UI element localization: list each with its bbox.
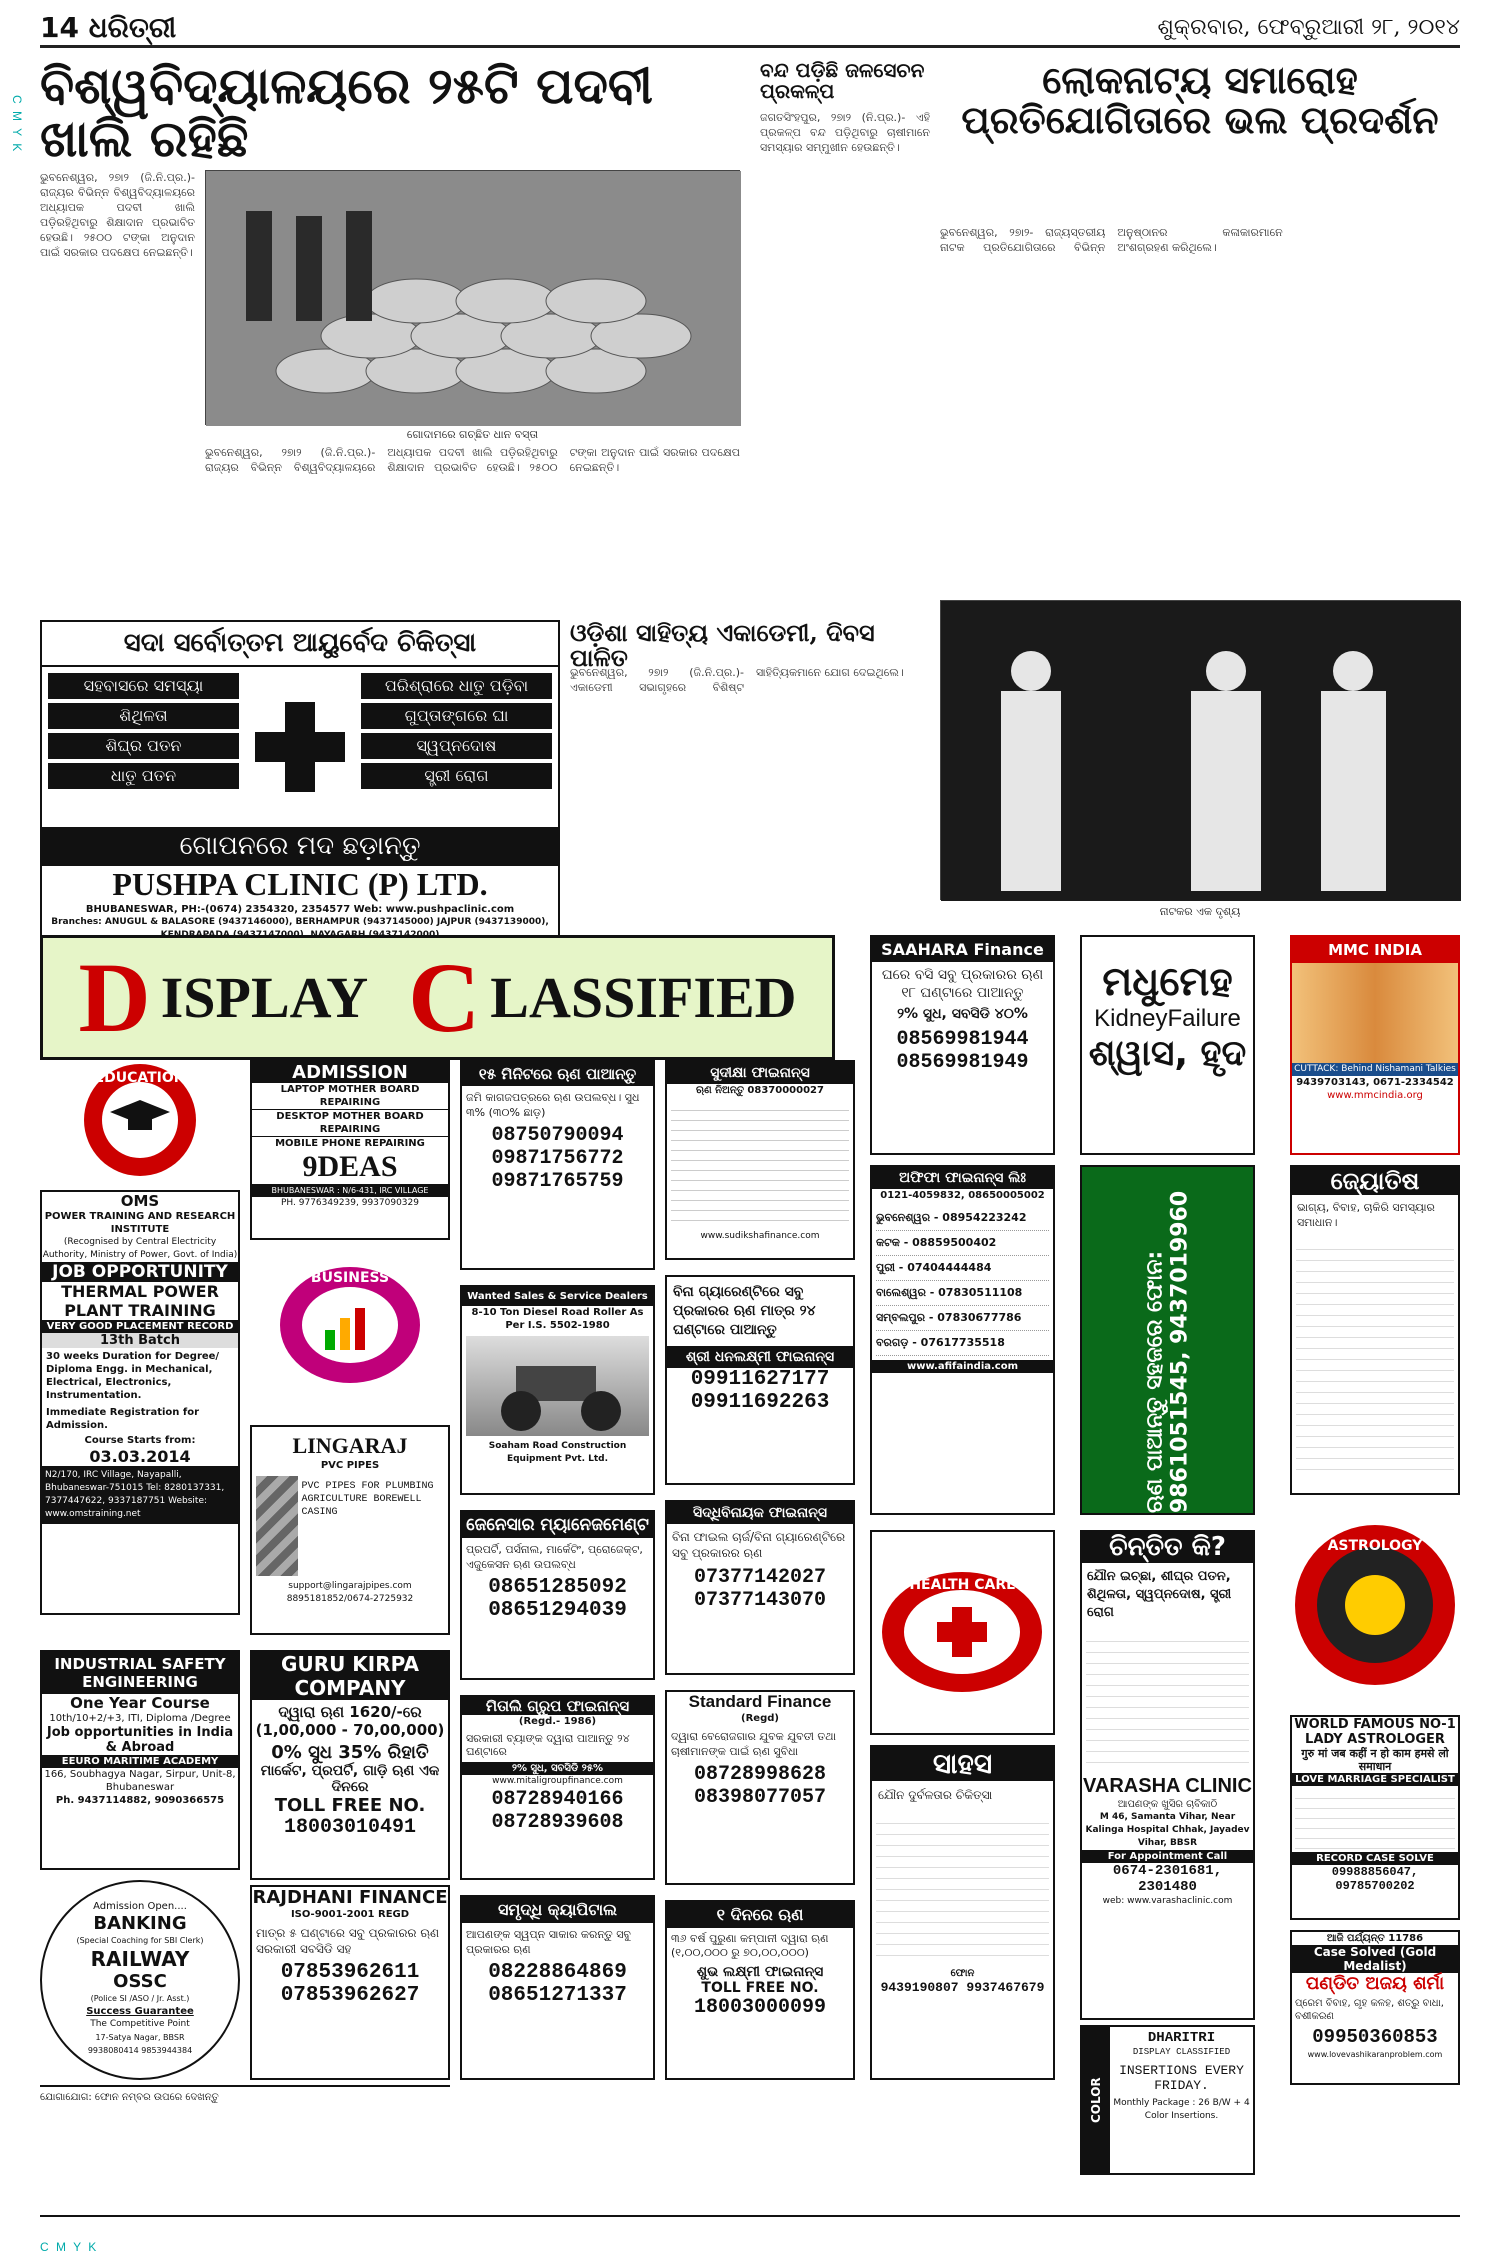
jyotisha-text-block [1296, 1239, 1454, 1479]
industrial-l1: One Year Course [70, 1694, 210, 1712]
madhumeha-title: ମଧୁମେହ [1102, 959, 1233, 1005]
mitali-rate: ୨% ସୁଧ, ସବସିଡି ୨୫% [462, 1762, 653, 1775]
samruddhi-body: ଆପଣଙ୍କ ସ୍ୱପ୍ନ ସାକାର କରନ୍ତୁ ସବୁ ପ୍ରକାରର ଋଣ [466, 1928, 631, 1956]
ajay-top: ଆଜି ପର୍ଯ୍ୟନ୍ତ 11786 [1326, 1933, 1424, 1944]
guru-l1: ଦ୍ୱାରା ଋଣ 1620/-ରେ (1,00,000 - 70,00,000) [255, 1703, 445, 1739]
loan15-phone2: 09871756772 [491, 1147, 624, 1170]
madhumeha-ad [1080, 935, 1255, 1155]
samruddhi-ad [460, 1895, 655, 2080]
ajay-phone: 09950360853 [1312, 2026, 1438, 2048]
loan15-body: ଜମି କାଗଜପତ୍ରରେ ଋଣ ଉପଲବ୍ଧ। ସୁଧ ୩% (୩୦% ଛାଡ଼) [466, 1091, 640, 1119]
varasha-appointment: For Appointment Call [1082, 1850, 1253, 1863]
banking-misc: (Police SI /ASO / Jr. Asst.) [90, 1994, 190, 2003]
pushpa-contact: BHUBANESWAR, PH:-(0674) 2354320, 2354577 Web: www.pushpaclinic.com [85, 904, 515, 915]
lingaraj-list: PVC PIPES FOR PLUMBING AGRICULTURE BOREWELL CASING [301, 1481, 434, 1518]
vertical-green-ad [1080, 1165, 1255, 1515]
admission-title: ADMISSION [252, 1062, 448, 1083]
mid-headline: ବନ୍ଦ ପଡ଼ିଛି ଜଳସେଚନ ପ୍ରକଳ୍ପ [760, 58, 925, 103]
oneday-tollno: 18003000099 [693, 1996, 827, 2019]
afifa-branch-item: ଭୁବନେଶ୍ୱର - 08954223242 [876, 1206, 1049, 1231]
pushpa-conditions [42, 667, 558, 827]
guru-l2: 0% ସୁଧ 35% ରିହାତି [271, 1742, 429, 1763]
standard-body: ଦ୍ୱାରା ବେରୋଜଗାର ଯୁବକ ଯୁବତୀ ତଥା ଚାଷୀମାନଙ୍କ ପାଇଁ ଋଣ ସୁବିଧା [671, 1730, 837, 1758]
afifa-branch-item: ସମ୍ବଲପୁର - 07830677786 [876, 1306, 1049, 1331]
ajay-name: ପଣ୍ଡିତ ଅଜୟ ଶର୍ମା [1305, 1973, 1445, 1994]
banking-ossc: OSSC [113, 1971, 167, 1992]
footer-rule [40, 2215, 1460, 2217]
sahas-body: ଯୌନ ଦୁର୍ବଳତାର ଚିକିତ୍ସା [878, 1788, 993, 1802]
oms-title: OMS [120, 1192, 160, 1210]
bottom-headline: ଓଡ଼ିଶା ସାହିତ୍ୟ ଏକାଡେମୀ, ଦିବସ ପାଳିତ [570, 618, 875, 673]
theatre-photo [940, 600, 1460, 900]
afifa-web: www.afifaindia.com [872, 1360, 1053, 1373]
astrology-label: ASTROLOGY [1327, 1538, 1423, 1554]
industrial-title: INDUSTRIAL SAFETY ENGINEERING [42, 1652, 238, 1694]
dhanalaxmi-ad [665, 1275, 855, 1485]
guru-sub: COMPANY [252, 1676, 448, 1700]
cmyk-marker-bottom: C M Y K [40, 2240, 99, 2254]
oneday-toll: TOLL FREE NO. [701, 1980, 819, 1996]
siddhivinayak-ad [665, 1500, 855, 1675]
samruddhi-phone2: 08651271337 [488, 1984, 627, 2007]
chintita-text-block [1086, 1631, 1249, 1771]
rajdhani-phone2: 07853962627 [280, 1984, 420, 2007]
admission-l1: LAPTOP MOTHER BOARD REPAIRING [252, 1083, 448, 1110]
pushpa-left-2: ଶିଥିଳତା [48, 703, 239, 729]
chintita-title: ଚିନ୍ତିତ କି? [1082, 1532, 1253, 1563]
guru-tollno: 18003010491 [283, 1816, 417, 1839]
siddhivinayak-body: ବିନା ଫାଇଲ ଚାର୍ଜ/ବିନା ଗ୍ୟାରେଣ୍ଟିରେ ସବୁ ପ୍ରକାରର ଋଣ [672, 1530, 846, 1560]
oms-thermal: THERMAL POWER PLANT TRAINING [61, 1282, 219, 1320]
lead-photo-caption: ଗୋଦାମରେ ଗଚ୍ଛିତ ଧାନ ବସ୍ତା [406, 428, 539, 441]
mitali-body: ସରକାରୀ ବ୍ୟାଙ୍କ ଦ୍ୱାରା ପାଆନ୍ତୁ ୨୪ ଘଣ୍ଟାରେ [466, 1732, 630, 1758]
sahas-contact: ଫୋନ [950, 1968, 975, 1979]
afifa-body: 0121-4059832, 08650005002 [880, 1190, 1045, 1201]
banking-top: Admission Open.... [93, 1901, 187, 1912]
business-badge [250, 1260, 450, 1390]
loan15-title: ୧୫ ମିନିଟରେ ଋଣ ପାଆନ୍ତୁ [462, 1062, 653, 1086]
soaham-title: Wanted Sales & Service Dealers [462, 1287, 653, 1306]
pushpa-right-1: ପରିଶ୍ରାରେ ଧାତୁ ପଡ଼ିବା [361, 673, 552, 699]
guru-title: GURU KIRPA [252, 1652, 448, 1676]
sudiksha-web: www.sudikshafinance.com [700, 1231, 820, 1241]
lingaraj-email: support@lingarajpipes.com [288, 1581, 412, 1591]
oms-batch: 13th Batch [42, 1333, 238, 1348]
banking-address: 17-Satya Nagar, BBSR [95, 2033, 185, 2042]
afifa-branch-item: ବାଲେଶ୍ୱର - 07830511108 [876, 1281, 1049, 1306]
rajdhani-phone1: 07853962611 [280, 1961, 420, 1984]
admission-brand: 9DEAS [302, 1150, 398, 1183]
pushpa-branches: Branches: ANUGUL & BALASORE (9437146000), BERHAMPUR (9437145000) JAJPUR (9437139000), [51, 917, 549, 927]
cross-icon [245, 673, 355, 821]
afifa-branch-list [872, 1202, 1053, 1360]
varasha-clinic-ad [1080, 1530, 1255, 2020]
healthcare-badge-icon [872, 1532, 1053, 1733]
admission-l2: DESKTOP MOTHER BOARD REPAIRING [252, 1110, 448, 1137]
oms-ad [40, 1190, 240, 1615]
lingaraj-title: LINGARAJ [292, 1433, 408, 1458]
rajdhani-iso: ISO-9001-2001 REGD [290, 1909, 410, 1920]
mmc-ad [1290, 935, 1460, 1155]
banking-institute: The Competitive Point [90, 2019, 190, 2029]
lady-astrologer-ad [1290, 1715, 1460, 1920]
banking-sub: (Special Coaching for SBI Clerk) [76, 1936, 204, 1945]
oms-address: N2/170, IRC Village, Nayapalli, Bhubaneswar-751015 Tel: 8280137331, 7377447622, 9337187751 Website: www.omstraining.net [42, 1466, 238, 1524]
sahas-phone: 9439190807 9937467679 [880, 1980, 1045, 1995]
lingaraj-sub: PVC PIPES [320, 1460, 380, 1471]
loan15-phone3: 09871765759 [491, 1170, 624, 1193]
right-body: ଭୁବନେଶ୍ୱର, ୨୭ା୨- ରାଜ୍ୟସ୍ତରୀୟ ନାଟକ ପ୍ରତିଯୋଗିତାରେ ବିଭିନ୍ନ ଅନୁଷ୍ଠାନର କଳାକାରମାନେ ଅଂଶଗ୍ରହଣ କରିଥିଲେ। [940, 226, 1283, 254]
astrologer-hindi: गुरु मां जब कहीं न हो काम हमसे लो समाधान [1301, 1747, 1449, 1773]
right-headline: ଲୋକନାଟ୍ୟ ସମାରୋହ ପ୍ରତିଯୋଗିତାରେ ଭଲ ପ୍ରଦର୍ଶନ [961, 57, 1439, 142]
loan15-phone1: 08750790094 [491, 1124, 624, 1147]
pushpa-right-2: ଗୁପ୍ତାଙ୍ଗରେ ଘା [361, 703, 552, 729]
pushpa-left-3: ଶିଘ୍ର ପତନ [48, 733, 239, 759]
jyotisha-body: ଭାଗ୍ୟ, ବିବାହ, ଚାକିରି ସମସ୍ୟାର ସମାଧାନ। [1297, 1201, 1435, 1229]
ajay-body: ପ୍ରେମ ବିବାହ, ଗୃହ କଳହ, ଶତ୍ରୁ ବାଧା, ବଶୀକରଣ [1295, 1998, 1444, 2022]
oms-jobs: JOB OPPORTUNITY [42, 1262, 238, 1282]
bottom-left-note: ଯୋଗାଯୋଗ: ଫୋନ ନମ୍ବର ଉପରେ ଦେଖନ୍ତୁ [40, 2085, 450, 2125]
jyotisha-title: ଜ୍ୟୋତିଷ [1292, 1167, 1458, 1195]
varasha-name: VARASHA CLINIC [1083, 1775, 1252, 1797]
sahas-ad [870, 1745, 1055, 2080]
saahara-phone2: 08569981949 [896, 1051, 1029, 1074]
mmc-title: MMC INDIA [1292, 937, 1458, 963]
oneday-title: ୧ ଦିନରେ ଋଣ [667, 1902, 853, 1928]
genesis-title: ଜେନେସାର ମ୍ୟାନେଜମେଣ୍ଟ [462, 1512, 653, 1538]
oneday-name: ଶୁଭ ଲକ୍ଷ୍ମୀ ଫାଇନାନ୍ସ [696, 1964, 824, 1980]
rajdhani-body: ମାତ୍ର ୫ ଘଣ୍ଟାରେ ସବୁ ପ୍ରକାରର ଋଣ ସରକାରୀ ସବସିଡି ସହ [256, 1926, 440, 1956]
sahas-text-block [876, 1813, 1049, 1963]
astrology-badge [1290, 1510, 1460, 1700]
siddhivinayak-phone1: 07377142027 [693, 1566, 827, 1589]
sudiksha-body: ଋଣ ନିଅନ୍ତୁ 08370000027 [696, 1085, 824, 1096]
rajdhani-title: RAJDHANI FINANCE [252, 1887, 448, 1908]
mitali-phone2: 08728939608 [491, 1811, 624, 1834]
varasha-sub: ଆପଣଙ୍କ ଖୁସିର ଚାବିକାଠି [1117, 1799, 1218, 1810]
genesis-phone2: 08651294039 [488, 1599, 627, 1622]
soaham-sub: 8-10 Ton Diesel Road Roller As Per I.S. 5502-1980 [471, 1307, 644, 1331]
siddhivinayak-title: ସିଦ୍ଧିବିନାୟକ ଫାଇନାନ୍ସ [667, 1502, 853, 1524]
banking-title: BANKING [93, 1913, 187, 1934]
soaham-ad [460, 1285, 655, 1495]
oms-placement: VERY GOOD PLACEMENT RECORD [42, 1320, 238, 1333]
lingaraj-phone: 8895181852/0674-2725932 [286, 1594, 414, 1604]
pushpa-left-1: ସହବାସରେ ସମସ୍ୟା [48, 673, 239, 699]
industrial-l2: 10th/10+2/+3, ITI, Diploma /Degree [49, 1713, 231, 1724]
oms-duration: 30 weeks Duration for Degree/ Diploma Engg. in Mechanical, Electrical, Electronics, Instrumentation. [46, 1351, 220, 1401]
healthcare-label: HEALTH CARE [909, 1577, 1016, 1593]
astrologer-phone: 09988856047, 09785700202 [1331, 1865, 1419, 1893]
industrial-phone: Ph. 9437114882, 9090366575 [55, 1795, 225, 1806]
genesis-body: ପ୍ରପର୍ଟି, ପର୍ସନାଲ, ମାର୍କେଟିଂ, ପ୍ରୋଜେକ୍ଟ, ଏଜୁକେସନ ଋଣ ଉପଲବ୍ଧ [466, 1543, 643, 1571]
healthcare-ad [870, 1530, 1055, 1735]
mitali-phone1: 08728940166 [491, 1788, 624, 1811]
oms-start: Course Starts from: [84, 1435, 196, 1446]
mitali-ad [460, 1695, 655, 1880]
genesis-ad [460, 1510, 655, 1680]
dhanalaxmi-phone1: 09911627177 [690, 1368, 830, 1391]
dharitri-title: DHARITRI [1147, 2030, 1216, 2046]
mitali-title: ମିତାଲି ଗ୍ରୁପ ଫାଇନାନ୍ସ [462, 1697, 653, 1715]
astrologer-record: RECORD CASE SOLVE [1292, 1852, 1458, 1865]
pushpa-left-4: ଧାତୁ ପତନ [48, 763, 239, 789]
cmyk-marker-left: C M Y K [10, 95, 24, 154]
afifa-branch-item: କଟକ - 08859500402 [876, 1231, 1049, 1256]
banking-guarantee: Success Guarantee [86, 2006, 194, 2017]
astrologer-text-block [1295, 1789, 1455, 1849]
education-label: EDUCATION [94, 1070, 186, 1086]
theatre-caption: ନାଟକର ଏକ ଦୃଶ୍ୟ [1159, 905, 1241, 918]
standard-reg: (Regd) [741, 1713, 779, 1724]
road-roller-icon [466, 1336, 649, 1436]
chintita-body: ଯୌନ ଇଚ୍ଛା, ଶୀଘ୍ର ପତନ, ଶିଥିଳତା, ସ୍ୱପ୍ନଦୋଷ, ସ୍ତ୍ରୀ ରୋଗ [1087, 1569, 1232, 1620]
oneday-ad [665, 1900, 855, 2080]
afifa-branch-item: ବରଗଡ଼ - 07617735518 [876, 1331, 1049, 1356]
sudiksha-ad [665, 1060, 855, 1260]
industrial-ad [40, 1650, 240, 1870]
admission-l3: MOBILE PHONE REPAIRING [275, 1138, 425, 1149]
siddhivinayak-phone2: 07377143070 [693, 1589, 827, 1612]
astrologer-title: WORLD FAMOUS NO-1 LADY ASTROLOGER [1294, 1717, 1456, 1747]
oms-date: 03.03.2014 [89, 1447, 191, 1466]
pushpa-banner: ଗୋପନରେ ମଦ ଛଡ଼ାନ୍ତୁ [42, 827, 558, 866]
industrial-l3: Job opportunities in India & Abroad [46, 1725, 234, 1755]
banner-letter-c: C [408, 942, 481, 1053]
standard-title: Standard Finance [688, 1692, 832, 1711]
varasha-web: web: www.varashaclinic.com [1102, 1896, 1233, 1906]
sacks-illustration [206, 171, 741, 426]
admission-address: BHUBANESWAR : N/6-431, IRC VILLAGE [252, 1184, 448, 1197]
saahara-ad [870, 935, 1055, 1155]
lead-body-col1: ଭୁବନେଶ୍ୱର, ୨୭ା୨ (ଜି.ନି.ପ୍ର.)- ରାଜ୍ୟର ବିଭିନ୍ନ ବିଶ୍ୱବିଦ୍ୟାଳୟରେ ଅଧ୍ୟାପକ ପଦବୀ ଖାଲି ପଡ଼ିରହିଥିବାରୁ ଶିକ୍ଷାଦାନ ପ୍ରଭାବିତ ହେଉଛି। ୨୫୦୦ ଟଙ୍କା ଅନୁଦାନ ପାଇଁ ସରକାର ପଦକ୍ଷେପ ନେଇଛନ୍ତି। [40, 171, 195, 259]
guru-toll: TOLL FREE NO. [274, 1795, 426, 1816]
lead-headline: ବିଶ୍ୱବିଦ୍ୟାଳୟରେ ୨୫ଟି ପଦବୀ ଖାଲି ରହିଛି [40, 56, 653, 168]
dhanalaxmi-body: ବିନା ଗ୍ୟାରେଣ୍ଟିରେ ସବୁ ପ୍ରକାରର ଋଣ ମାତ୍ର ୨୪ ଘଣ୍ଟାରେ ପାଆନ୍ତୁ [673, 1284, 816, 1338]
bottom-body: ଭୁବନେଶ୍ୱର, ୨୭ା୨ (ଜି.ନି.ପ୍ର.)- ଏକାଡେମୀ ସଭାଗୃହରେ ବିଶିଷ୍ଟ ସାହିତ୍ୟିକମାନେ ଯୋଗ ଦେଇଥିଲେ। [570, 666, 904, 694]
ajay-sharma-ad [1290, 1930, 1460, 2085]
mmc-photo [1292, 963, 1458, 1063]
sudiksha-title: ସୁଦୀକ୍ଷା ଫାଇନାନ୍ସ [667, 1062, 853, 1084]
guru-l3: ମାର୍କେଟ, ପ୍ରପର୍ଟି, ଗାଡ଼ି ଋଣ ଏକ ଦିନରେ [260, 1763, 440, 1795]
loan15-ad [460, 1060, 655, 1270]
guru-kirpa-ad [250, 1650, 450, 1880]
vertical-green-text: ଋଣ ପାଆନ୍ତୁ ସହଜରେ ଫୋନ: 9861051545, 9437019960 [1142, 1190, 1193, 1513]
oms-line1: POWER TRAINING AND RESEARCH INSTITUTE [44, 1211, 236, 1235]
oms-registration: Immediate Registration for Admission. [46, 1407, 200, 1431]
banner-word-isplay: ISPLAY [160, 965, 369, 1030]
saahara-line2: ୨% ସୁଧ, ସବସିଡି ୪୦% [897, 1006, 1028, 1022]
dharitri-classified-ad [1080, 2025, 1255, 2175]
dharitri-package: Monthly Package : 26 B/W + 4 Color Insertions. [1113, 2098, 1250, 2121]
industrial-address: 166, Soubhagya Nagar, Sirpur, Unit-8, Bhubaneswar [44, 1769, 236, 1793]
varasha-phone: 0674-2301681, 2301480 [1112, 1863, 1223, 1895]
saahara-phone1: 08569981944 [896, 1028, 1029, 1051]
mitali-web: www.mitaligroupfinance.com [492, 1776, 623, 1786]
banner-letter-d: D [78, 942, 151, 1053]
ajay-web: www.lovevashikaranproblem.com [1307, 2050, 1443, 2059]
date-line: ଶୁକ୍ରବାର, ଫେବ୍ରୁଆରୀ ୨୮, ୨୦୧୪ [1157, 15, 1460, 40]
saahara-line1: ଘରେ ବସି ସବୁ ପ୍ରକାରର ଋଣ ୧୮ ଘଣ୍ଟାରେ ପାଆନ୍ତୁ [881, 967, 1044, 1001]
dhanalaxmi-title: ଶ୍ରୀ ଧନଲକ୍ଷ୍ମୀ ଫାଇନାନ୍ସ [667, 1346, 853, 1368]
lingaraj-ad [250, 1425, 450, 1635]
dharitri-sub: DISPLAY CLASSIFIED [1132, 2047, 1231, 2057]
varasha-address: M 46, Samanta Vihar, Near Kalinga Hospital Chhak, Jayadev Vihar, BBSR [1085, 1812, 1250, 1848]
standard-phone1: 08728998628 [693, 1763, 827, 1786]
dharitri-body: INSERTIONS EVERY FRIDAY. [1119, 2063, 1244, 2093]
admission-phone: PH. 9776349239, 9937090329 [280, 1198, 419, 1208]
industrial-academy: EEURO MARITIME ACADEMY [42, 1755, 238, 1768]
pushpa-right-4: ସ୍ତ୍ରୀ ରୋଗ [361, 763, 552, 789]
sudiksha-branch-list [671, 1101, 849, 1226]
lead-photo [205, 170, 740, 425]
admission-ad [250, 1060, 450, 1240]
page-header [40, 10, 1460, 48]
mmc-phone: 9439703143, 0671-2334542 [1296, 1077, 1454, 1088]
banking-railway: RAILWAY [90, 1947, 190, 1971]
ajay-case: Case Solved (Gold Medalist) [1292, 1945, 1458, 1973]
pushpa-name: PUSHPA CLINIC (P) LTD. [112, 866, 488, 902]
dharitri-color-tab: COLOR [1082, 2027, 1110, 2173]
pushpa-title: ସଦା ସର୍ବୋତ୍ତମ ଆୟୁର୍ବେଦ ଚିକିତ୍ସା [42, 622, 558, 667]
afifa-title: ଅଫିଫା ଫାଇନାନ୍ସ ଲିଃ [872, 1167, 1053, 1189]
afifa-branch-item: ପୁରୀ - 07404444484 [876, 1256, 1049, 1281]
standard-phone2: 08398077057 [693, 1786, 827, 1809]
page-number-and-paper: 14 ଧରିତ୍ରୀ [40, 10, 177, 44]
standard-finance-ad [665, 1690, 855, 1885]
madhumeha-line1: KidneyFailure [1094, 1005, 1241, 1032]
banner-word-lassified: LASSIFIED [490, 965, 797, 1030]
education-badge [40, 1060, 240, 1180]
afifa-ad [870, 1165, 1055, 1515]
banking-ad [40, 1880, 240, 2080]
dhanalaxmi-phone2: 09911692263 [690, 1391, 830, 1414]
oneday-body: ୩୬ ବର୍ଷ ପୁରୁଣା କମ୍ପାନୀ ଦ୍ୱାରା ଋଣ (୧,୦୦,୦୦୦ ରୁ ୭୦,୦୦,୦୦୦) [671, 1932, 829, 1959]
pushpa-right-3: ସ୍ୱପ୍ନଦୋଷ [361, 733, 552, 759]
soaham-manufacturer: Soaham Road Construction Equipment Pvt. Ltd. [488, 1441, 627, 1464]
sahas-title: ସାହସ [872, 1747, 1053, 1781]
madhumeha-line2: ଶ୍ୱାସ, ହୃଦ [1088, 1033, 1247, 1074]
mmc-web: www.mmcindia.org [1327, 1090, 1423, 1101]
astrologer-lm: LOVE MARRIAGE SPECIALIST [1292, 1773, 1458, 1786]
business-label: BUSINESS [310, 1270, 390, 1286]
samruddhi-phone1: 08228864869 [488, 1961, 627, 1984]
mmc-line1: CUTTACK: Behind Nishamani Talkies [1292, 1063, 1458, 1076]
jyotisha-ad [1290, 1165, 1460, 1495]
pipes-icon [256, 1476, 298, 1576]
lead-body-cols: ଭୁବନେଶ୍ୱର, ୨୭ା୨ (ଜି.ନି.ପ୍ର.)- ରାଜ୍ୟର ବିଭିନ୍ନ ବିଶ୍ୱବିଦ୍ୟାଳୟରେ ଅଧ୍ୟାପକ ପଦବୀ ଖାଲି ପଡ଼ିରହିଥିବାରୁ ଶିକ୍ଷାଦାନ ପ୍ରଭାବିତ ହେଉଛି। ୨୫୦୦ ଟଙ୍କା ଅନୁଦାନ ପାଇଁ ସରକାର ପଦକ୍ଷେପ ନେଇଛନ୍ତି। [205, 446, 740, 474]
saahara-title: SAAHARA Finance [872, 937, 1053, 962]
banking-phone: 9938080414 9853944384 [87, 2046, 193, 2055]
actors-illustration [941, 601, 1461, 901]
pushpa-clinic-ad [40, 620, 560, 945]
oms-line2: (Recognised by Central Electricity Authority, Ministry of Power, Govt. of India) [42, 1237, 238, 1260]
rajdhani-ad [250, 1885, 450, 2080]
display-classified-banner [40, 935, 835, 1060]
mitali-reg: (Regd.- 1986) [518, 1716, 597, 1727]
genesis-phone1: 08651285092 [488, 1576, 627, 1599]
samruddhi-title: ସମୃଦ୍ଧି କ୍ୟାପିଟାଲ [462, 1897, 653, 1923]
mid-body: ଜଗତସିଂହପୁର, ୨୭ା୨ (ନି.ପ୍ର.)- ଏହି ପ୍ରକଳ୍ପ ବନ୍ଦ ପଡ଼ିଥିବାରୁ ଚାଷୀମାନେ ସମସ୍ୟାର ସମ୍ମୁଖୀନ ହେଉଛନ୍ତି। [760, 111, 930, 154]
